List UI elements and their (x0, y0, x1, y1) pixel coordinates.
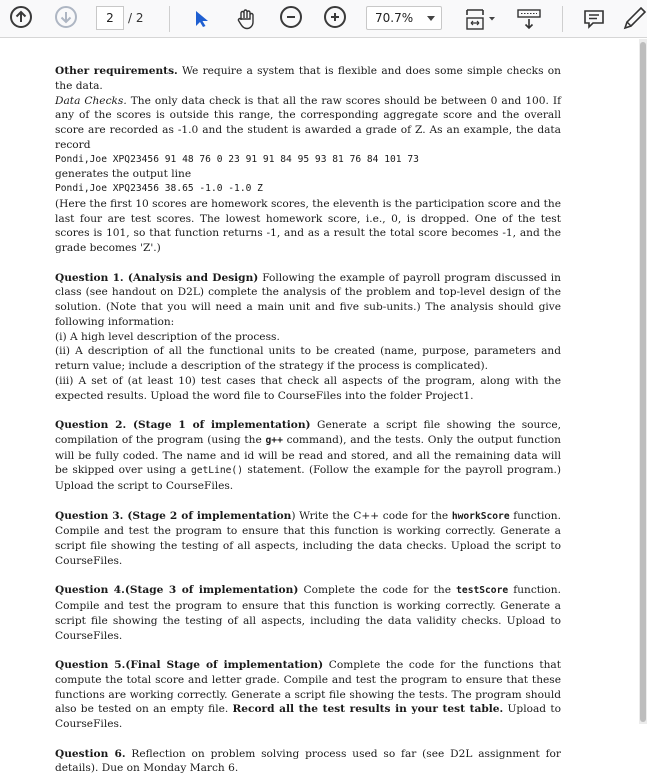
question-heading: Question 2. (Stage 1 of implementation) (55, 419, 311, 431)
question-text: Reflection on problem solving process used so far (see D2L assignment for details). Due on Monday March 6. (55, 748, 561, 775)
question-text: function. Compile and test the program to ensure that this function is working correctly. Generate a script file showing the testing of all aspects, including the data checks. Upload the script to CourseFiles. (55, 510, 561, 567)
paragraph-gap (55, 494, 561, 509)
paragraph-text: The only data check is that all the raw scores should be between 0 and 100. If any of the scores is outside this range, the corresponding aggregate score and the overall score are recorded as -1.0 and the student is awarded a grade of Z. As an example, the data record (55, 95, 561, 151)
data-checks-paragraph (55, 94, 561, 153)
question-text: Upload to CourseFiles. (55, 703, 561, 730)
question-1 (55, 271, 561, 330)
next-page-button[interactable] (55, 6, 77, 28)
sample-output-record: Pondi,Joe XPQ23456 38.65 -1.0 -1.0 Z (55, 182, 561, 197)
paragraph-gap (55, 643, 561, 658)
paragraph-gap (55, 569, 561, 584)
question-text: function. Compile and test the program to ensure that this function is working correctly. Generate a script file showing the testing of all aspects, including the data validity checks. Upload to CourseFiles. (55, 584, 561, 641)
page-content (55, 64, 561, 776)
question-2 (55, 418, 561, 494)
fit-page-button[interactable] (464, 6, 500, 32)
zoom-select[interactable] (366, 6, 442, 30)
inline-code: g++ (266, 435, 283, 446)
paragraph-gap (55, 256, 561, 271)
download-button[interactable] (514, 6, 544, 32)
zoom-out-button[interactable] (280, 6, 302, 28)
question-text: Complete the code for the functions that compute the total score and letter grade. Compile and test the program to ensure that these functions are working correctly. Generate a script file showing the tests. The program should also be tested on an empty file. (55, 659, 561, 715)
question-3 (55, 509, 561, 569)
zoom-in-button[interactable] (324, 6, 346, 28)
question-6 (55, 747, 561, 776)
question-4 (55, 583, 561, 643)
paragraph-text: generates the output line (55, 167, 561, 182)
question-text: ) Write the C++ code for the (291, 510, 451, 522)
list-item: (iii) A set of (at least 10) test cases that check all aspects of the program, along with the expected results. Upload the word file to CourseFiles into the folder Project1. (55, 374, 561, 404)
question-heading: Question 5.(Final Stage of implementation) (55, 659, 323, 671)
question-heading: Question 4.(Stage 3 of implementation) (55, 584, 298, 596)
select-tool-button[interactable] (192, 8, 212, 30)
hand-tool-button[interactable] (234, 7, 258, 31)
previous-page-button[interactable] (10, 6, 32, 28)
question-text: Generate a script file showing the source, compilation of the program (using the (55, 419, 561, 446)
comment-button[interactable] (582, 7, 606, 31)
sample-input-record: Pondi,Joe XPQ23456 91 48 76 0 23 91 91 84 95 93 81 76 84 101 73 (55, 153, 561, 168)
page-number-value: 2 (106, 11, 114, 25)
list-item: (i) A high level description of the process. (55, 330, 561, 345)
pen-icon (622, 7, 647, 31)
pdf-toolbar (0, 0, 647, 38)
question-text: Following the example of payroll program discussed in class (see handout on D2L) complete the analysis of the problem and top-level design of the solution. (Note that you will need a main unit and five sub-units.) The analysis should give following information: (55, 272, 561, 328)
page-number-input[interactable] (96, 6, 124, 30)
section-heading: Other requirements. (55, 65, 178, 77)
list-item: (ii) A description of all the functional units to be created (name, purpose, parameters and return value; include a description of the strategy if the process is complicated). (55, 344, 561, 374)
chevron-down-icon (427, 16, 435, 21)
arrow-up-icon (14, 10, 28, 24)
example-explanation: (Here the first 10 scores are homework scores, the eleventh is the participation score and the last four are test scores. The lowest homework score, i.e., 0, is dropped. One of the test scores is 101, so that function returns -1, and as a result the total score becomes -1, and the grade becomes 'Z'.) (55, 197, 561, 256)
inline-code: testScore (456, 585, 508, 596)
other-requirements-paragraph (55, 64, 561, 94)
toolbar-divider (562, 6, 563, 32)
question-text: Complete the code for the (298, 584, 456, 596)
toolbar-divider (169, 6, 170, 32)
question-text: statement. (Follow the example for the payroll program.) Upload the script to CourseFiles. (55, 464, 561, 492)
hand-icon (235, 8, 257, 30)
paragraph-gap (55, 732, 561, 747)
paragraph-gap (55, 403, 561, 418)
download-icon (515, 8, 543, 30)
cursor-arrow-icon (195, 10, 209, 28)
question-heading: Question 1. (Analysis and Design) (55, 272, 258, 284)
zoom-value: 70.7% (375, 11, 413, 25)
inline-code: hworkScore (452, 511, 510, 522)
question-heading: Question 3. (Stage 2 of implementation (55, 510, 291, 522)
plus-icon (329, 11, 341, 23)
inline-code: getLine() (191, 465, 243, 476)
emphasis-text: Record all the test results in your test table. (233, 703, 504, 715)
paragraph-text: We require a system that is flexible and does some simple checks on the data. (55, 65, 561, 92)
draw-button[interactable] (622, 6, 647, 32)
comment-icon (583, 8, 605, 30)
question-text: command), and the tests. Only the output function will be fully coded. The name and id will be read and stored, and all the remaining data will be skipped over using a (55, 434, 561, 477)
arrow-down-icon (59, 10, 73, 24)
section-heading: Data Checks. (55, 95, 127, 107)
page-count: / 2 (128, 11, 144, 25)
question-5 (55, 658, 561, 732)
minus-icon (285, 11, 297, 23)
question-heading: Question 6. (55, 748, 126, 760)
fit-page-icon (465, 7, 499, 31)
scrollbar-thumb[interactable] (640, 42, 646, 722)
